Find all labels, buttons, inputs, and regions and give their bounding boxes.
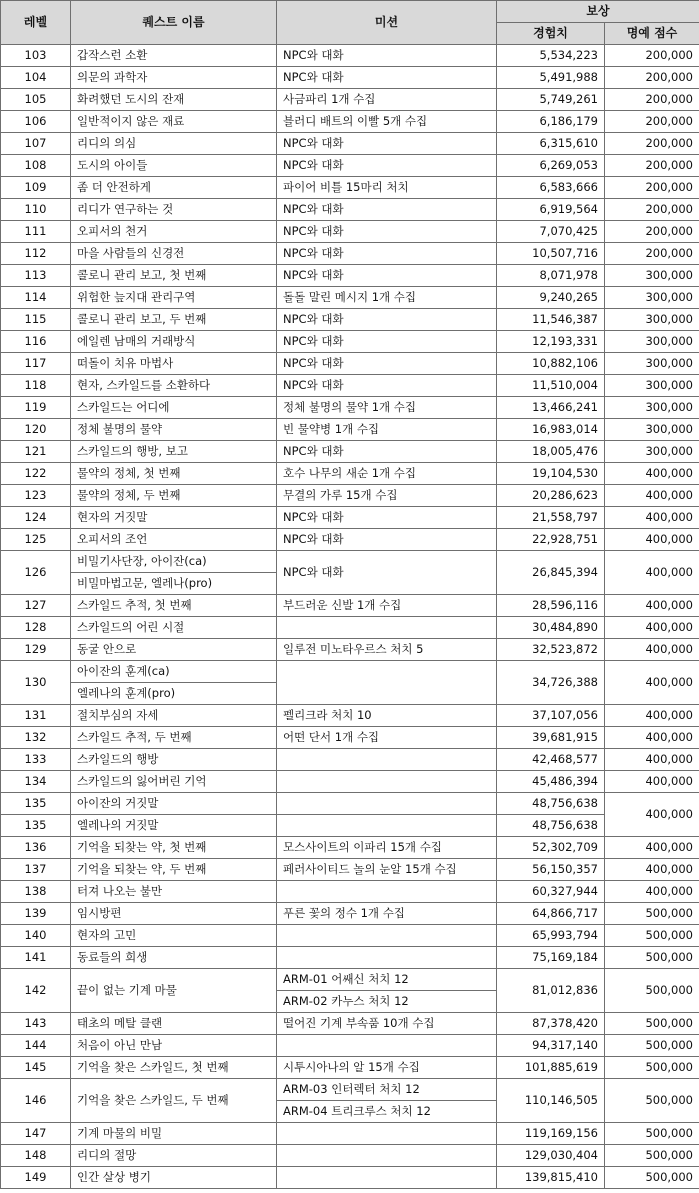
honor-cell: 400,000: [605, 507, 699, 529]
mission-cell: 사금파리 1개 수집: [277, 89, 497, 111]
level-cell: 107: [1, 133, 71, 155]
mission-cell: ARM-02 카누스 처치 12: [277, 991, 497, 1013]
level-cell: 103: [1, 45, 71, 67]
table-row: [1, 155, 699, 177]
quest-name-cell: 엘레나의 훈계(pro): [71, 683, 277, 705]
honor-cell: 500,000: [605, 925, 699, 947]
mission-cell: [277, 771, 497, 793]
honor-cell: 500,000: [605, 1035, 699, 1057]
exp-cell: 30,484,890: [497, 617, 605, 639]
level-cell: 105: [1, 89, 71, 111]
honor-cell: 400,000: [605, 771, 699, 793]
exp-cell: 42,468,577: [497, 749, 605, 771]
mission-cell: 어떤 단서 1개 수집: [277, 727, 497, 749]
exp-cell: 64,866,717: [497, 903, 605, 925]
level-cell: 144: [1, 1035, 71, 1057]
quest-name-cell: 리디가 연구하는 것: [71, 199, 277, 221]
quest-name-cell: 스카일드는 어디에: [71, 397, 277, 419]
quest-name-cell: 기억을 되찾는 약, 첫 번째: [71, 837, 277, 859]
quest-name-cell: 위험한 늪지대 관리구역: [71, 287, 277, 309]
table-row: [1, 881, 699, 903]
honor-cell: 400,000: [605, 881, 699, 903]
honor-cell: 200,000: [605, 89, 699, 111]
exp-cell: 26,845,394: [497, 551, 605, 595]
table-row: [1, 617, 699, 639]
mission-cell: [277, 793, 497, 815]
mission-cell: 파이어 비틀 15마리 처치: [277, 177, 497, 199]
honor-cell: 400,000: [605, 529, 699, 551]
exp-cell: 45,486,394: [497, 771, 605, 793]
table-row: [1, 705, 699, 727]
header-level: 레벨: [1, 1, 71, 45]
mission-cell: 블러디 배트의 이빨 5개 수집: [277, 111, 497, 133]
honor-cell: 500,000: [605, 1145, 699, 1167]
exp-cell: 129,030,404: [497, 1145, 605, 1167]
mission-cell: NPC와 대화: [277, 199, 497, 221]
honor-cell: 300,000: [605, 353, 699, 375]
honor-cell: 400,000: [605, 727, 699, 749]
mission-cell: ARM-01 어쌔신 처치 12: [277, 969, 497, 991]
honor-cell: 200,000: [605, 177, 699, 199]
mission-cell: NPC와 대화: [277, 441, 497, 463]
honor-cell: 400,000: [605, 463, 699, 485]
exp-cell: 37,107,056: [497, 705, 605, 727]
table-row: [1, 133, 699, 155]
quest-name-cell: 엘레나의 거짓말: [71, 815, 277, 837]
level-cell: 112: [1, 243, 71, 265]
mission-cell: 떨어진 기계 부속품 10개 수집: [277, 1013, 497, 1035]
exp-cell: 12,193,331: [497, 331, 605, 353]
table-row: [1, 1079, 699, 1101]
level-cell: 111: [1, 221, 71, 243]
level-cell: 125: [1, 529, 71, 551]
quest-name-cell: 좀 더 안전하게: [71, 177, 277, 199]
level-cell: 110: [1, 199, 71, 221]
exp-cell: 101,885,619: [497, 1057, 605, 1079]
table-row: [1, 89, 699, 111]
mission-cell: 페러사이티드 놀의 눈알 15개 수집: [277, 859, 497, 881]
honor-cell: 200,000: [605, 199, 699, 221]
quest-name-cell: 태초의 메탈 클랜: [71, 1013, 277, 1035]
honor-cell: 200,000: [605, 111, 699, 133]
level-cell: 135: [1, 815, 71, 837]
mission-cell: 빈 물약병 1개 수집: [277, 419, 497, 441]
quest-name-cell: 리디의 절망: [71, 1145, 277, 1167]
level-cell: 132: [1, 727, 71, 749]
quest-name-cell: 아이잔의 거짓말: [71, 793, 277, 815]
honor-cell: 400,000: [605, 837, 699, 859]
table-row: [1, 947, 699, 969]
exp-cell: 21,558,797: [497, 507, 605, 529]
exp-cell: 48,756,638: [497, 815, 605, 837]
level-cell: 137: [1, 859, 71, 881]
exp-cell: 75,169,184: [497, 947, 605, 969]
honor-cell: 300,000: [605, 265, 699, 287]
exp-cell: 34,726,388: [497, 661, 605, 705]
level-cell: 119: [1, 397, 71, 419]
quest-name-cell: 오피서의 천거: [71, 221, 277, 243]
quest-name-cell: 현자의 고민: [71, 925, 277, 947]
mission-cell: NPC와 대화: [277, 331, 497, 353]
table-row: [1, 507, 699, 529]
level-cell: 131: [1, 705, 71, 727]
table-row: [1, 441, 699, 463]
mission-cell: [277, 661, 497, 705]
table-row: [1, 551, 699, 573]
honor-cell: 200,000: [605, 67, 699, 89]
exp-cell: 10,882,106: [497, 353, 605, 375]
quest-name-cell: 리디의 의심: [71, 133, 277, 155]
level-cell: 145: [1, 1057, 71, 1079]
honor-cell: 500,000: [605, 1013, 699, 1035]
mission-cell: NPC와 대화: [277, 155, 497, 177]
honor-cell: 300,000: [605, 309, 699, 331]
quest-name-cell: 현자의 거짓말: [71, 507, 277, 529]
exp-cell: 32,523,872: [497, 639, 605, 661]
level-cell: 142: [1, 969, 71, 1013]
level-cell: 130: [1, 661, 71, 705]
quest-name-cell: 끝이 없는 기계 마물: [71, 969, 277, 1013]
quest-name-cell: 기억을 찾은 스카일드, 두 번째: [71, 1079, 277, 1123]
level-cell: 123: [1, 485, 71, 507]
exp-cell: 6,315,610: [497, 133, 605, 155]
mission-cell: 돌돌 말린 메시지 1개 수집: [277, 287, 497, 309]
quest-name-cell: 스카일드의 어린 시절: [71, 617, 277, 639]
table-row: [1, 67, 699, 89]
table-row: [1, 177, 699, 199]
honor-cell: 500,000: [605, 1123, 699, 1145]
quest-name-cell: 스카일드의 행방: [71, 749, 277, 771]
quest-name-cell: 물약의 정체, 두 번째: [71, 485, 277, 507]
honor-cell: 500,000: [605, 947, 699, 969]
mission-cell: [277, 1167, 497, 1189]
quest-name-cell: 콜로니 관리 보고, 두 번째: [71, 309, 277, 331]
exp-cell: 6,919,564: [497, 199, 605, 221]
exp-cell: 10,507,716: [497, 243, 605, 265]
table-row: [1, 243, 699, 265]
table-row: [1, 353, 699, 375]
header-exp: 경험치: [497, 23, 605, 45]
mission-cell: NPC와 대화: [277, 243, 497, 265]
level-cell: 108: [1, 155, 71, 177]
quest-name-cell: 절치부심의 자세: [71, 705, 277, 727]
table-row: [1, 199, 699, 221]
table-row: [1, 925, 699, 947]
exp-cell: 6,269,053: [497, 155, 605, 177]
mission-cell: [277, 617, 497, 639]
mission-cell: 일루전 미노타우르스 처치 5: [277, 639, 497, 661]
exp-cell: 18,005,476: [497, 441, 605, 463]
exp-cell: 39,681,915: [497, 727, 605, 749]
exp-cell: 52,302,709: [497, 837, 605, 859]
level-cell: 124: [1, 507, 71, 529]
exp-cell: 28,596,116: [497, 595, 605, 617]
level-cell: 146: [1, 1079, 71, 1123]
mission-cell: 호수 나무의 새순 1개 수집: [277, 463, 497, 485]
mission-cell: NPC와 대화: [277, 45, 497, 67]
table-row: [1, 375, 699, 397]
level-cell: 134: [1, 771, 71, 793]
honor-cell: 200,000: [605, 155, 699, 177]
honor-cell: 300,000: [605, 397, 699, 419]
mission-cell: 푸른 꽃의 정수 1개 수집: [277, 903, 497, 925]
quest-name-cell: 기억을 되찾는 약, 두 번째: [71, 859, 277, 881]
level-cell: 109: [1, 177, 71, 199]
exp-cell: 16,983,014: [497, 419, 605, 441]
honor-cell: 300,000: [605, 287, 699, 309]
mission-cell: [277, 947, 497, 969]
exp-cell: 20,286,623: [497, 485, 605, 507]
level-cell: 117: [1, 353, 71, 375]
honor-cell: 500,000: [605, 1167, 699, 1189]
table-row: [1, 859, 699, 881]
level-cell: 127: [1, 595, 71, 617]
table-row: [1, 903, 699, 925]
mission-cell: NPC와 대화: [277, 507, 497, 529]
honor-cell: 200,000: [605, 133, 699, 155]
level-cell: 118: [1, 375, 71, 397]
level-cell: 113: [1, 265, 71, 287]
table-row: [1, 485, 699, 507]
exp-cell: 65,993,794: [497, 925, 605, 947]
table-row: [1, 287, 699, 309]
quest-name-cell: 일반적이지 않은 재료: [71, 111, 277, 133]
table-row: [1, 111, 699, 133]
level-cell: 121: [1, 441, 71, 463]
honor-cell: 200,000: [605, 221, 699, 243]
exp-cell: 7,070,425: [497, 221, 605, 243]
honor-cell: 300,000: [605, 419, 699, 441]
mission-cell: NPC와 대화: [277, 529, 497, 551]
mission-cell: 모스사이트의 이파리 15개 수집: [277, 837, 497, 859]
exp-cell: 119,169,156: [497, 1123, 605, 1145]
mission-cell: [277, 881, 497, 903]
honor-cell: 400,000: [605, 617, 699, 639]
header-quest-name: 퀘스트 이름: [71, 1, 277, 45]
exp-cell: 13,466,241: [497, 397, 605, 419]
quest-name-cell: 비밀기사단장, 아이잔(ca): [71, 551, 277, 573]
mission-cell: 무결의 가루 15개 수집: [277, 485, 497, 507]
exp-cell: 5,534,223: [497, 45, 605, 67]
exp-cell: 11,546,387: [497, 309, 605, 331]
honor-cell: 400,000: [605, 705, 699, 727]
exp-cell: 6,186,179: [497, 111, 605, 133]
table-row: [1, 419, 699, 441]
table-row: [1, 595, 699, 617]
header-honor: 명예 점수: [605, 23, 699, 45]
mission-cell: 펠리크라 처치 10: [277, 705, 497, 727]
quest-name-cell: 임시방편: [71, 903, 277, 925]
honor-cell: 500,000: [605, 1057, 699, 1079]
exp-cell: 81,012,836: [497, 969, 605, 1013]
level-cell: 129: [1, 639, 71, 661]
mission-cell: ARM-04 트리크루스 처치 12: [277, 1101, 497, 1123]
exp-cell: 110,146,505: [497, 1079, 605, 1123]
quest-name-cell: 물약의 정체, 첫 번째: [71, 463, 277, 485]
honor-cell: 400,000: [605, 859, 699, 881]
level-cell: 135: [1, 793, 71, 815]
exp-cell: 9,240,265: [497, 287, 605, 309]
quest-name-cell: 스카일드의 잃어버린 기억: [71, 771, 277, 793]
level-cell: 138: [1, 881, 71, 903]
level-cell: 128: [1, 617, 71, 639]
quest-name-cell: 화려했던 도시의 잔재: [71, 89, 277, 111]
level-cell: 104: [1, 67, 71, 89]
mission-cell: NPC와 대화: [277, 221, 497, 243]
level-cell: 122: [1, 463, 71, 485]
level-cell: 140: [1, 925, 71, 947]
quest-name-cell: 현자, 스카일드를 소환하다: [71, 375, 277, 397]
table-row: [1, 265, 699, 287]
honor-cell: 400,000: [605, 793, 699, 837]
mission-cell: 시투시아나의 알 15개 수집: [277, 1057, 497, 1079]
level-cell: 139: [1, 903, 71, 925]
table-row: [1, 639, 699, 661]
exp-cell: 48,756,638: [497, 793, 605, 815]
table-row: [1, 749, 699, 771]
level-cell: 136: [1, 837, 71, 859]
table-row: [1, 771, 699, 793]
table-row: [1, 221, 699, 243]
table-row: [1, 331, 699, 353]
honor-cell: 200,000: [605, 45, 699, 67]
quest-name-cell: 에일렌 남매의 거래방식: [71, 331, 277, 353]
quest-name-cell: 갑작스런 소환: [71, 45, 277, 67]
level-cell: 148: [1, 1145, 71, 1167]
table-row: [1, 463, 699, 485]
table-row: [1, 793, 699, 815]
exp-cell: 87,378,420: [497, 1013, 605, 1035]
table-row: [1, 309, 699, 331]
exp-cell: 5,749,261: [497, 89, 605, 111]
quest-name-cell: 비밀마법고문, 엘레나(pro): [71, 573, 277, 595]
mission-cell: [277, 749, 497, 771]
mission-cell: NPC와 대화: [277, 353, 497, 375]
honor-cell: 500,000: [605, 1079, 699, 1123]
mission-cell: [277, 1035, 497, 1057]
quest-name-cell: 마을 사람들의 신경전: [71, 243, 277, 265]
honor-cell: 500,000: [605, 903, 699, 925]
exp-cell: 94,317,140: [497, 1035, 605, 1057]
quest-name-cell: 동료들의 희생: [71, 947, 277, 969]
table-row: [1, 397, 699, 419]
mission-cell: NPC와 대화: [277, 133, 497, 155]
mission-cell: [277, 815, 497, 837]
table-row: [1, 1057, 699, 1079]
quest-name-cell: 동굴 안으로: [71, 639, 277, 661]
table-row: [1, 1013, 699, 1035]
level-cell: 114: [1, 287, 71, 309]
exp-cell: 56,150,357: [497, 859, 605, 881]
quest-name-cell: 아이잔의 훈계(ca): [71, 661, 277, 683]
mission-cell: [277, 925, 497, 947]
exp-cell: 22,928,751: [497, 529, 605, 551]
level-cell: 116: [1, 331, 71, 353]
table-row: [1, 1167, 699, 1189]
header-mission: 미션: [277, 1, 497, 45]
mission-cell: [277, 1123, 497, 1145]
honor-cell: 400,000: [605, 551, 699, 595]
honor-cell: 400,000: [605, 595, 699, 617]
honor-cell: 500,000: [605, 969, 699, 1013]
quest-name-cell: 처음이 아닌 만남: [71, 1035, 277, 1057]
level-cell: 147: [1, 1123, 71, 1145]
honor-cell: 400,000: [605, 661, 699, 705]
mission-cell: 정체 불명의 물약 1개 수집: [277, 397, 497, 419]
table-row: [1, 1145, 699, 1167]
quest-name-cell: 기계 마물의 비밀: [71, 1123, 277, 1145]
table-row: [1, 727, 699, 749]
mission-cell: NPC와 대화: [277, 375, 497, 397]
honor-cell: 300,000: [605, 375, 699, 397]
table-row: [1, 1123, 699, 1145]
table-row: [1, 529, 699, 551]
mission-cell: [277, 1145, 497, 1167]
exp-cell: 5,491,988: [497, 67, 605, 89]
quest-name-cell: 정체 불명의 물약: [71, 419, 277, 441]
level-cell: 143: [1, 1013, 71, 1035]
level-cell: 149: [1, 1167, 71, 1189]
table-row: [1, 837, 699, 859]
table-row: [1, 969, 699, 991]
honor-cell: 300,000: [605, 331, 699, 353]
exp-cell: 60,327,944: [497, 881, 605, 903]
quest-name-cell: 오피서의 조언: [71, 529, 277, 551]
quest-name-cell: 스카일드의 행방, 보고: [71, 441, 277, 463]
quest-name-cell: 스카일드 추적, 두 번째: [71, 727, 277, 749]
level-cell: 106: [1, 111, 71, 133]
mission-cell: NPC와 대화: [277, 551, 497, 595]
level-cell: 126: [1, 551, 71, 595]
table-row: [1, 815, 699, 837]
quest-name-cell: 기억을 찾은 스카일드, 첫 번째: [71, 1057, 277, 1079]
header-reward: 보상: [497, 1, 699, 23]
quest-name-cell: 의문의 과학자: [71, 67, 277, 89]
exp-cell: 6,583,666: [497, 177, 605, 199]
quest-table-body: [1, 45, 699, 1189]
table-row: [1, 661, 699, 683]
level-cell: 141: [1, 947, 71, 969]
mission-cell: NPC와 대화: [277, 265, 497, 287]
exp-cell: 139,815,410: [497, 1167, 605, 1189]
honor-cell: 400,000: [605, 749, 699, 771]
exp-cell: 11,510,004: [497, 375, 605, 397]
honor-cell: 400,000: [605, 485, 699, 507]
quest-name-cell: 콜로니 관리 보고, 첫 번째: [71, 265, 277, 287]
honor-cell: 200,000: [605, 243, 699, 265]
honor-cell: 300,000: [605, 441, 699, 463]
quest-name-cell: 도시의 아이들: [71, 155, 277, 177]
mission-cell: ARM-03 인터렉터 처치 12: [277, 1079, 497, 1101]
quest-name-cell: 떠돌이 치유 마법사: [71, 353, 277, 375]
mission-cell: 부드러운 신발 1개 수집: [277, 595, 497, 617]
table-row: [1, 1035, 699, 1057]
quest-name-cell: 스카일드 추적, 첫 번째: [71, 595, 277, 617]
quest-name-cell: 인간 살상 병기: [71, 1167, 277, 1189]
quest-name-cell: 터져 나오는 불만: [71, 881, 277, 903]
level-cell: 115: [1, 309, 71, 331]
exp-cell: 8,071,978: [497, 265, 605, 287]
level-cell: 120: [1, 419, 71, 441]
mission-cell: NPC와 대화: [277, 67, 497, 89]
exp-cell: 19,104,530: [497, 463, 605, 485]
mission-cell: NPC와 대화: [277, 309, 497, 331]
table-row: [1, 45, 699, 67]
level-cell: 133: [1, 749, 71, 771]
honor-cell: 400,000: [605, 639, 699, 661]
